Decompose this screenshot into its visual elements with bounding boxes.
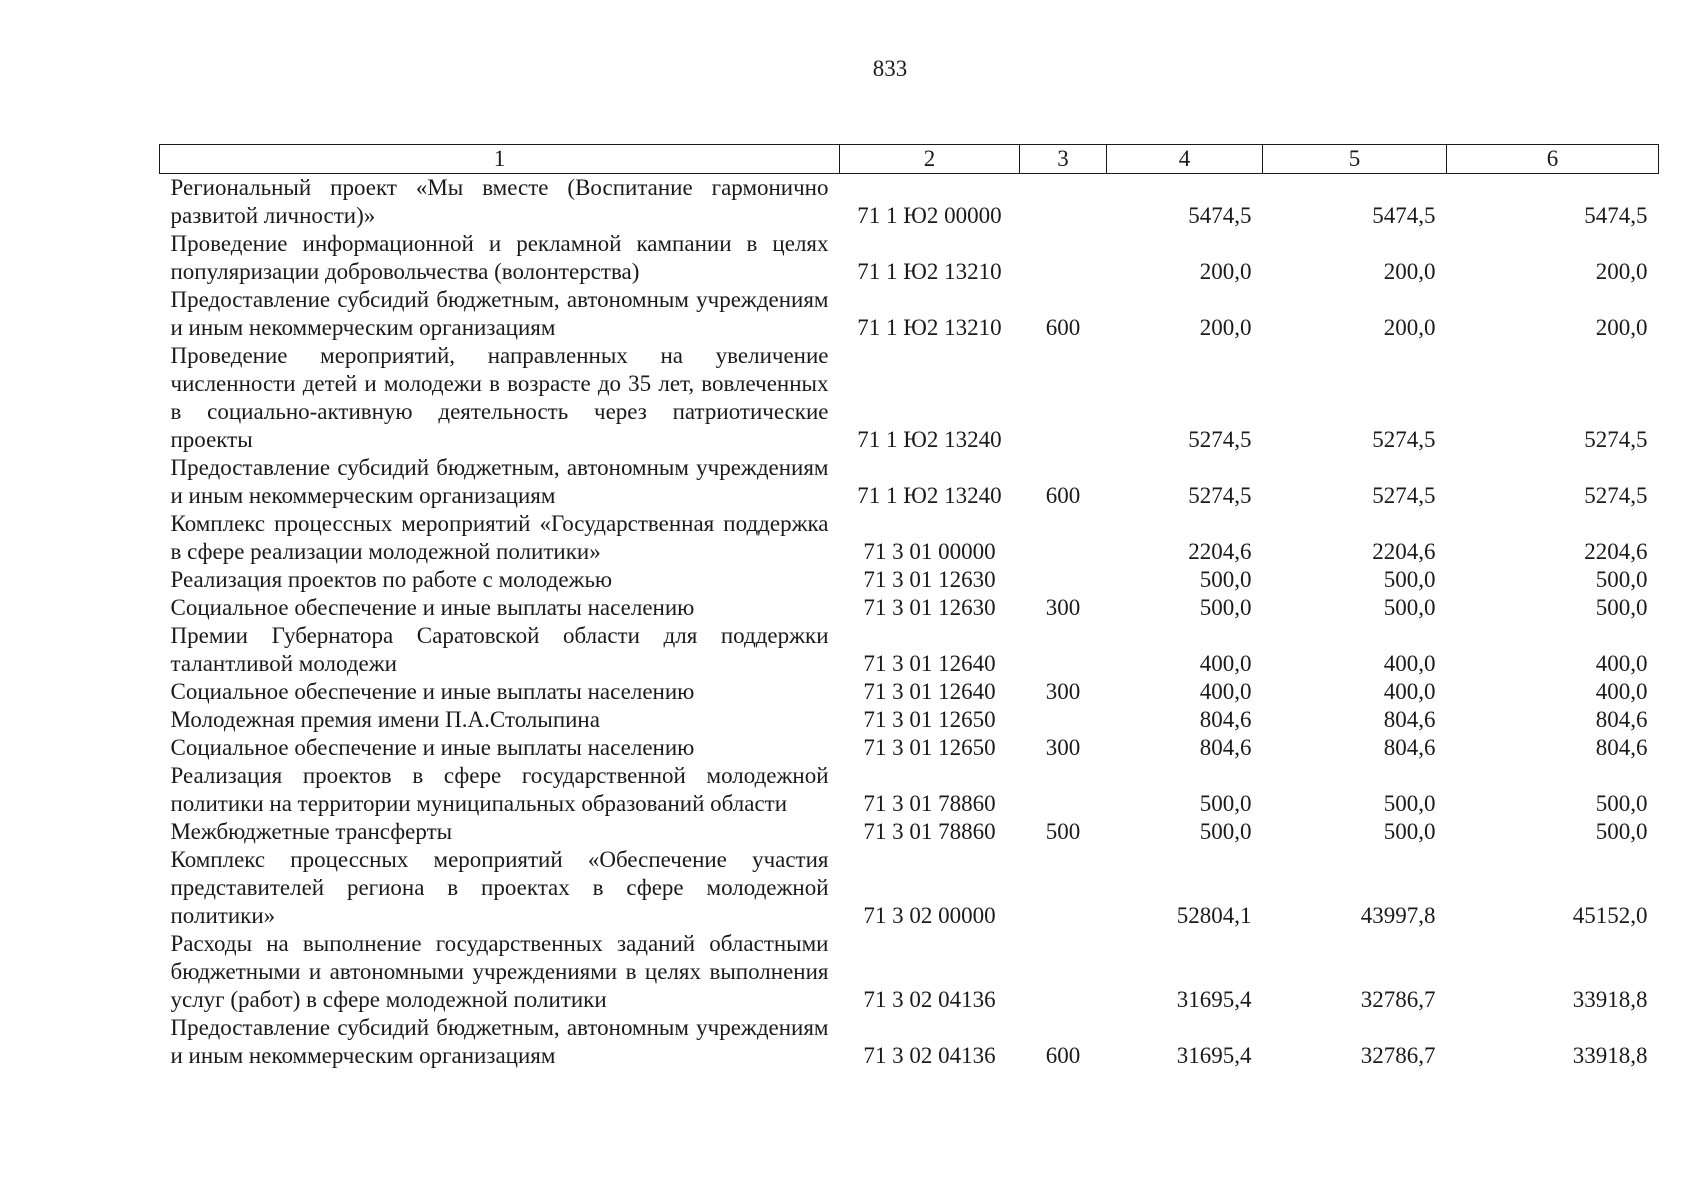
row-value-col6-cell: 200,0 [1595, 315, 1648, 340]
row-value-col5-cell: 5274,5 [1372, 427, 1436, 452]
row-value-col4-cell: 500,0 [1199, 791, 1252, 816]
row-expense-type-cell [1020, 706, 1107, 734]
row-name-cell: Комплекс процессных мероприятий «Государственная поддержка в сфере реализации молодежной политики» [170, 511, 829, 564]
row-value-col5-cell: 804,6 [1383, 735, 1436, 760]
row-value-col4-cell: 400,0 [1199, 679, 1252, 704]
row-name-cell: Региональный проект «Мы вместе (Воспитание гармонично развитой личности)» [170, 175, 829, 228]
row-expense-type-cell: 600 [1045, 315, 1081, 340]
row-value-col6-cell: 33918,8 [1572, 987, 1648, 1012]
row-value-col4-cell: 200,0 [1199, 315, 1252, 340]
row-value-col5-cell: 400,0 [1383, 651, 1436, 676]
table-row [160, 594, 1659, 622]
row-code-cell: 71 3 01 12640 [863, 651, 996, 676]
row-value-col6-cell: 5274,5 [1584, 483, 1648, 508]
row-expense-type-cell [1020, 566, 1107, 594]
row-value-col6-cell: 804,6 [1595, 735, 1648, 760]
row-name-cell: Молодежная премия имени П.А.Столыпина [170, 707, 600, 732]
table-row [160, 930, 1659, 1014]
row-value-col5-cell: 5274,5 [1372, 483, 1436, 508]
table-row [160, 846, 1659, 930]
column-header-2: 2 [840, 145, 1020, 174]
column-header-4: 4 [1107, 145, 1263, 174]
table-row [160, 734, 1659, 762]
row-value-col5-cell: 500,0 [1383, 791, 1436, 816]
table-row [160, 454, 1659, 510]
row-code-cell: 71 3 01 00000 [863, 539, 996, 564]
row-code-cell: 71 1 Ю2 13240 [857, 427, 1002, 452]
table-row [160, 762, 1659, 818]
row-value-col4-cell: 804,6 [1199, 735, 1252, 760]
row-value-col5-cell: 32786,7 [1360, 1043, 1436, 1068]
row-code-cell: 71 3 01 12650 [863, 707, 996, 732]
table-header [160, 145, 1659, 174]
row-expense-type-cell [1020, 622, 1107, 678]
row-value-col4-cell: 31695,4 [1176, 1043, 1252, 1068]
row-value-col4-cell: 52804,1 [1176, 903, 1252, 928]
row-value-col6-cell: 2204,6 [1584, 539, 1648, 564]
row-value-col6-cell: 500,0 [1595, 595, 1648, 620]
row-name-cell: Премии Губернатора Саратовской области для поддержки талантливой молодежи [170, 623, 829, 676]
row-name-cell: Предоставление субсидий бюджетным, автономным учреждениям и иным некоммерческим организациям [170, 287, 829, 340]
row-value-col6-cell: 500,0 [1595, 791, 1648, 816]
column-header-1: 1 [160, 145, 840, 174]
table-row [160, 566, 1659, 594]
row-value-col6-cell: 500,0 [1595, 567, 1648, 592]
row-expense-type-cell: 300 [1045, 679, 1081, 704]
row-value-col6-cell: 200,0 [1595, 259, 1648, 284]
row-name-cell: Расходы на выполнение государственных заданий областными бюджетными и автономными учреждениями в целях выполнения услуг (работ) в сфере молодежной политики [170, 931, 829, 1012]
table-row [160, 230, 1659, 286]
row-value-col4-cell: 200,0 [1199, 259, 1252, 284]
row-code-cell: 71 3 01 78860 [863, 819, 996, 844]
row-value-col5-cell: 200,0 [1383, 259, 1436, 284]
column-header-5: 5 [1263, 145, 1447, 174]
row-expense-type-cell [1020, 762, 1107, 818]
row-expense-type-cell [1020, 174, 1107, 231]
table-row [160, 174, 1659, 231]
header-row [160, 145, 1659, 174]
row-expense-type-cell [1020, 930, 1107, 1014]
row-value-col6-cell: 45152,0 [1572, 903, 1648, 928]
row-value-col5-cell: 500,0 [1383, 819, 1436, 844]
row-value-col4-cell: 804,6 [1199, 707, 1252, 732]
row-value-col6-cell: 400,0 [1595, 679, 1648, 704]
table-row [160, 622, 1659, 678]
row-value-col5-cell: 32786,7 [1360, 987, 1436, 1012]
row-code-cell: 71 3 02 04136 [863, 1043, 996, 1068]
row-value-col6-cell: 804,6 [1595, 707, 1648, 732]
row-value-col4-cell: 500,0 [1199, 819, 1252, 844]
row-name-cell: Социальное обеспечение и иные выплаты населению [170, 735, 695, 760]
row-name-cell: Социальное обеспечение и иные выплаты населению [170, 679, 695, 704]
row-name-cell: Проведение информационной и рекламной кампании в целях популяризации добровольчества (волонтерства) [170, 231, 829, 284]
row-value-col6-cell: 33918,8 [1572, 1043, 1648, 1068]
table-row [160, 706, 1659, 734]
row-expense-type-cell: 300 [1045, 595, 1081, 620]
column-header-3: 3 [1020, 145, 1107, 174]
row-name-cell: Комплекс процессных мероприятий «Обеспечение участия представителей региона в проектах в сфере молодежной политики» [170, 847, 829, 928]
row-name-cell: Реализация проектов по работе с молодежью [170, 567, 613, 592]
table-row [160, 342, 1659, 454]
row-value-col4-cell: 500,0 [1199, 595, 1252, 620]
row-value-col6-cell: 5274,5 [1584, 427, 1648, 452]
row-name-cell: Предоставление субсидий бюджетным, автономным учреждениям и иным некоммерческим организациям [170, 455, 829, 508]
row-value-col4-cell: 2204,6 [1188, 539, 1252, 564]
table-row [160, 678, 1659, 706]
page-number: 833 [872, 56, 908, 81]
table-row [160, 286, 1659, 342]
row-expense-type-cell [1020, 342, 1107, 454]
row-expense-type-cell [1020, 846, 1107, 930]
row-code-cell: 71 1 Ю2 00000 [857, 203, 1002, 228]
row-code-cell: 71 3 02 00000 [863, 903, 996, 928]
row-value-col4-cell: 5274,5 [1188, 483, 1252, 508]
row-value-col5-cell: 400,0 [1383, 679, 1436, 704]
row-code-cell: 71 1 Ю2 13240 [857, 483, 1002, 508]
table-row [160, 818, 1659, 846]
row-value-col5-cell: 500,0 [1383, 567, 1436, 592]
row-name-cell: Проведение мероприятий, направленных на увеличение численности детей и молодежи в возрасте до 35 лет, вовлеченных в социально-активную деятельность через патриотические проекты [170, 343, 829, 452]
row-value-col4-cell: 500,0 [1199, 567, 1252, 592]
row-value-col5-cell: 5474,5 [1372, 203, 1436, 228]
row-value-col6-cell: 5474,5 [1584, 203, 1648, 228]
column-header-6: 6 [1447, 145, 1659, 174]
row-code-cell: 71 1 Ю2 13210 [857, 315, 1002, 340]
row-value-col5-cell: 43997,8 [1360, 903, 1436, 928]
row-name-cell: Социальное обеспечение и иные выплаты населению [170, 595, 695, 620]
row-value-col5-cell: 500,0 [1383, 595, 1436, 620]
row-code-cell: 71 3 01 12630 [863, 595, 996, 620]
budget-table [159, 144, 1659, 1070]
row-name-cell: Реализация проектов в сфере государственной молодежной политики на территории муниципальных образований области [170, 763, 829, 816]
row-value-col4-cell: 31695,4 [1176, 987, 1252, 1012]
row-value-col6-cell: 400,0 [1595, 651, 1648, 676]
table-row [160, 1014, 1659, 1070]
row-expense-type-cell: 600 [1045, 483, 1081, 508]
row-value-col4-cell: 5474,5 [1188, 203, 1252, 228]
table-row [160, 510, 1659, 566]
row-expense-type-cell [1020, 510, 1107, 566]
row-value-col5-cell: 2204,6 [1372, 539, 1436, 564]
row-code-cell: 71 1 Ю2 13210 [857, 259, 1002, 284]
row-value-col6-cell: 500,0 [1595, 819, 1648, 844]
row-name-cell: Предоставление субсидий бюджетным, автономным учреждениям и иным некоммерческим организациям [170, 1015, 829, 1068]
row-expense-type-cell: 300 [1045, 735, 1081, 760]
row-value-col4-cell: 5274,5 [1188, 427, 1252, 452]
table-body [160, 174, 1659, 1071]
row-value-col5-cell: 200,0 [1383, 315, 1436, 340]
row-code-cell: 71 3 02 04136 [863, 987, 996, 1012]
row-name-cell: Межбюджетные трансферты [170, 819, 453, 844]
row-code-cell: 71 3 01 12640 [863, 679, 996, 704]
row-expense-type-cell: 600 [1045, 1043, 1081, 1068]
row-value-col4-cell: 400,0 [1199, 651, 1252, 676]
row-value-col5-cell: 804,6 [1383, 707, 1436, 732]
row-expense-type-cell: 500 [1045, 819, 1081, 844]
row-code-cell: 71 3 01 12650 [863, 735, 996, 760]
row-expense-type-cell [1020, 230, 1107, 286]
row-code-cell: 71 3 01 78860 [863, 791, 996, 816]
row-code-cell: 71 3 01 12630 [863, 567, 996, 592]
